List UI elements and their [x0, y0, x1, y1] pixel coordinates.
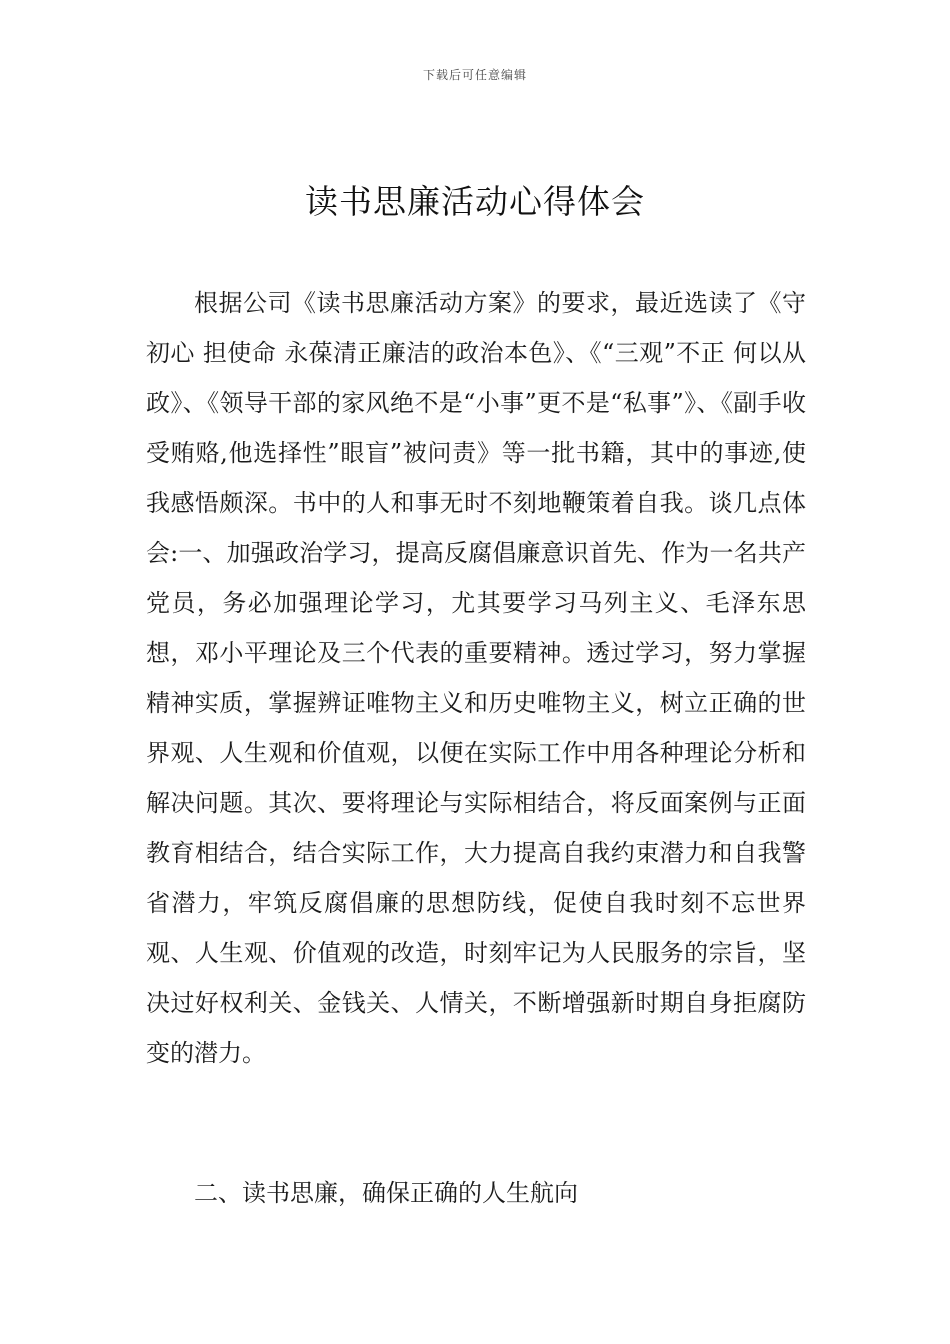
document-title: 读书思廉活动心得体会	[305, 182, 645, 221]
header-note: 下载后可任意编辑	[422, 68, 527, 82]
section-heading: 二、读书思廉，确保正确的人生航向	[194, 1179, 578, 1207]
body-paragraph: 根据公司《读书思廉活动方案》的要求，最近选读了《守初心 担使命 永葆清正廉洁的政治本色》、《“三观”不正 何以从政》、《领导干部的家风绝不是“小事”更不是“私事”》、《副手收受贿赂,他选择性”眼盲”被问责》等一批书籍，其中的事迹,使我感悟颇深。书中的人和事无时不刻地鞭策着自我。谈几点体会:一、加强政治学习，提高反腐倡廉意识首先、作为一名共产党员，务必加强理论学习，尤其要学习马列主义、毛泽东思想，邓小平理论及三个代表的重要精神。透过学习，努力掌握精神实质，掌握辨证唯物主义和历史唯物主义，树立正确的世界观、人生观和价值观，以便在实际工作中用各种理论分析和解决问题。其次、要将理论与实际相结合，将反面案例与正面教育相结合，结合实际工作，大力提高自我约束潜力和自我警省潜力，牢筑反腐倡廉的思想防线，促使自我时刻不忘世界观、人生观、价值观的改造，时刻牢记为人民服务的宗旨，坚决过好权利关、金钱关、人情关，不断增强新时期自身拒腐防变的潜力。	[146, 289, 806, 1067]
